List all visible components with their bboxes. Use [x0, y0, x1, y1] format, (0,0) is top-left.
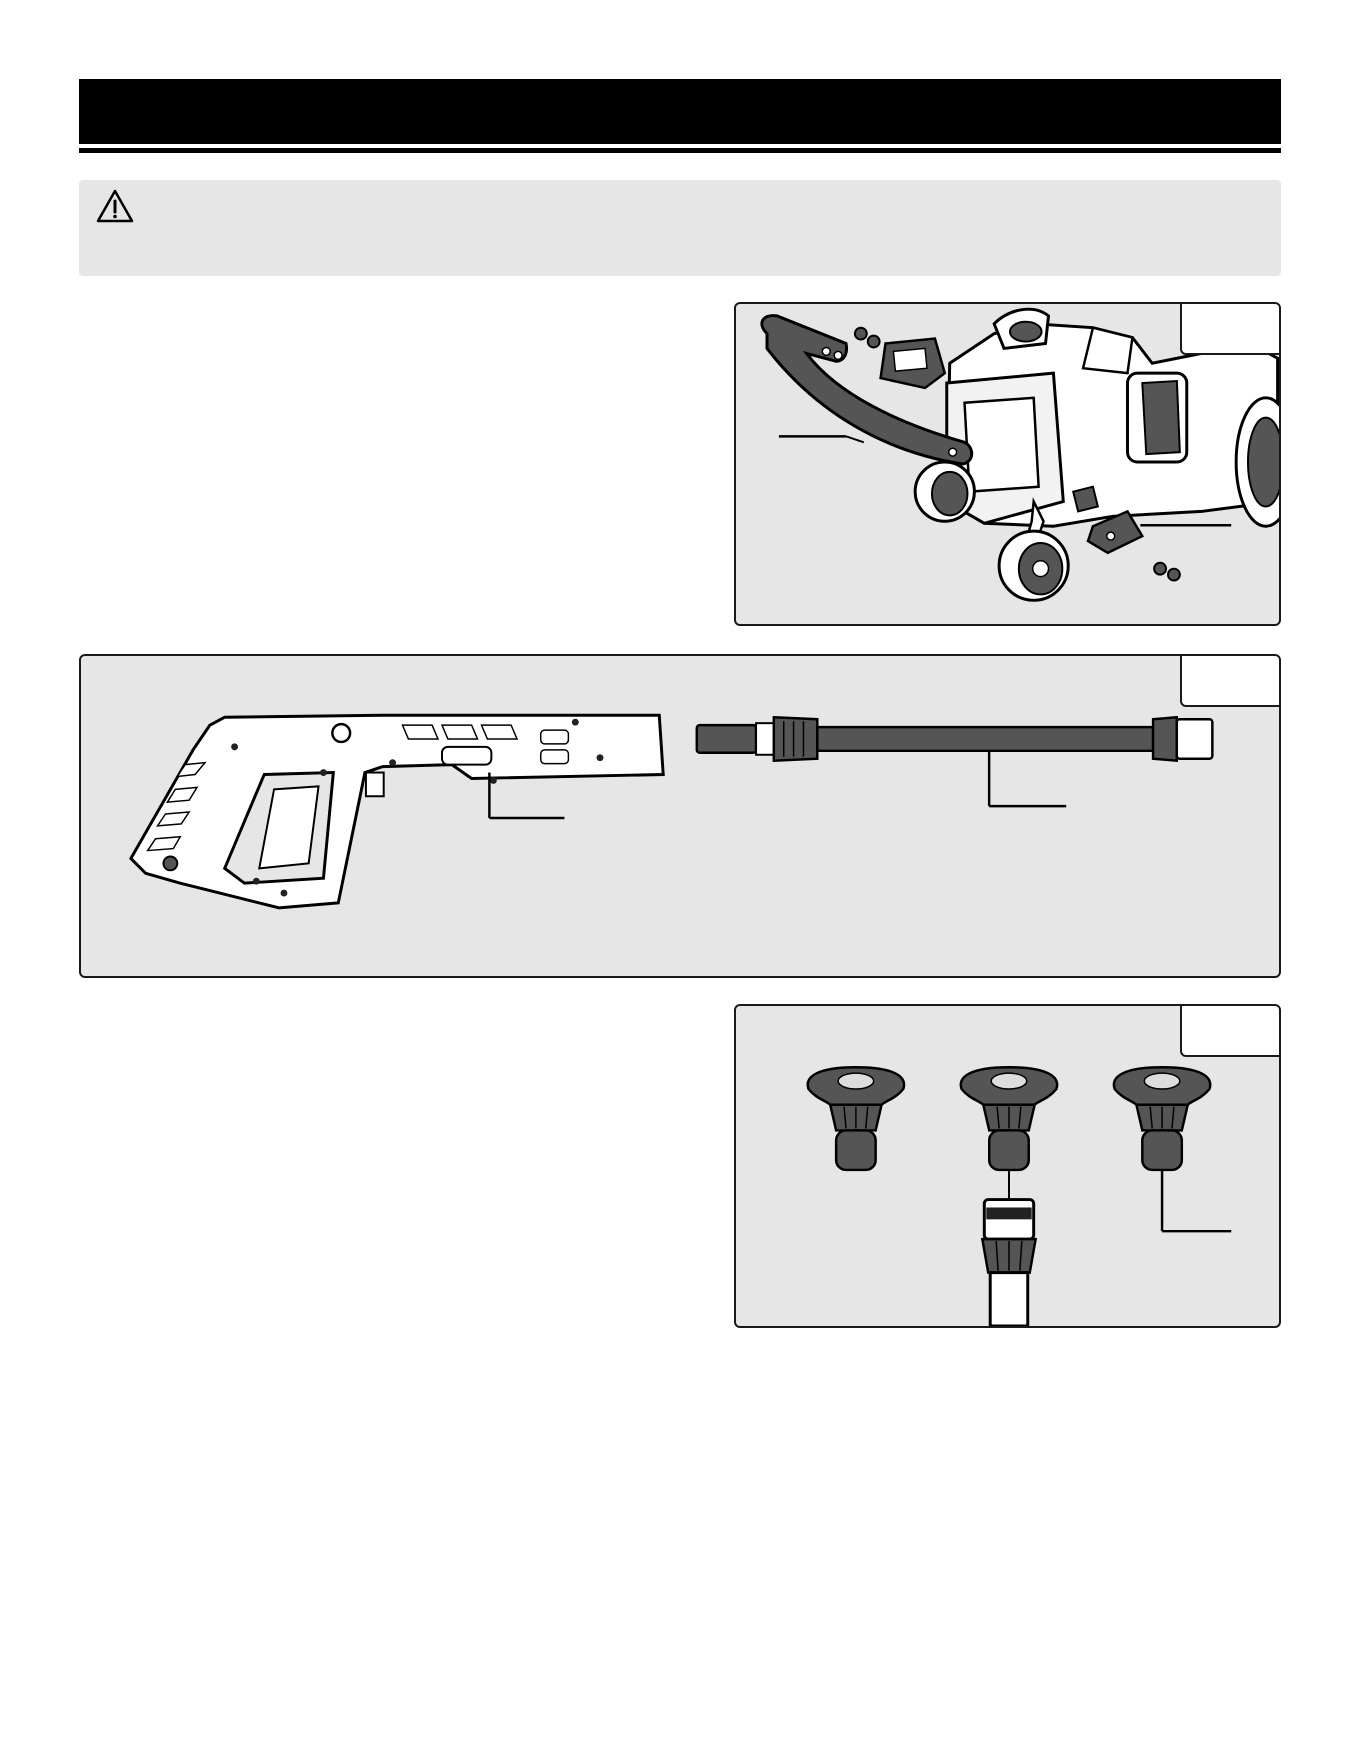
nozzle-tip-1	[808, 1067, 904, 1170]
warning-box	[79, 180, 1281, 276]
figure-2-panel	[79, 654, 1281, 978]
figure-1-tab	[1180, 302, 1281, 355]
nozzle-tip-3	[1114, 1067, 1210, 1170]
figure-3-tab	[1180, 1004, 1281, 1057]
nozzle-tip-2	[961, 1067, 1057, 1170]
section-header-bar	[79, 79, 1281, 144]
spray-gun-and-wand-illustration	[81, 656, 1279, 976]
warning-triangle-icon	[95, 188, 135, 224]
header-rule	[79, 148, 1281, 153]
figure-2-tab	[1180, 654, 1281, 707]
figure-3-panel	[734, 1004, 1281, 1328]
figure-1-panel	[734, 302, 1281, 626]
